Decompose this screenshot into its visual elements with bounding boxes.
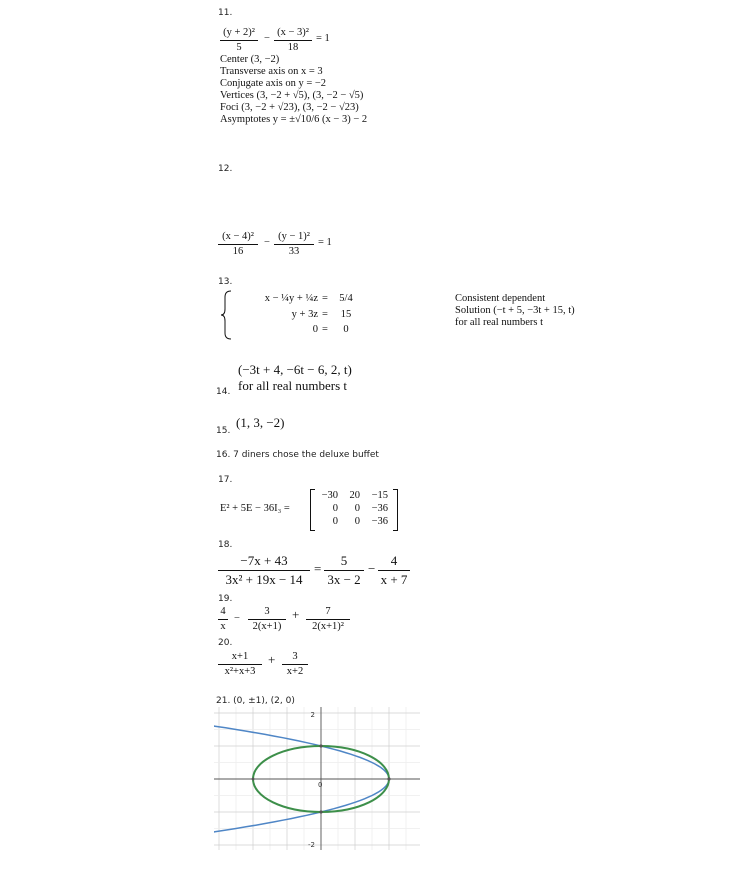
system-eq-2: = — [322, 309, 328, 320]
matrix-cell: −36 — [371, 503, 388, 514]
problem-20-number: 20. — [218, 638, 233, 648]
left-brace-icon — [220, 290, 234, 340]
system-lhs-3: 0 — [312, 324, 318, 335]
numerator: x+1 — [231, 651, 249, 662]
y-tick-label-bottom: -2 — [308, 841, 315, 849]
problem-14-qualifier: for all real numbers t — [238, 378, 348, 393]
minus-sign: − — [234, 613, 240, 624]
plus-sign: + — [292, 607, 300, 622]
fraction — [248, 606, 286, 633]
origin-label: 0 — [318, 781, 323, 789]
problem-12-number: 12. — [218, 164, 233, 174]
problem-13-note — [455, 293, 575, 329]
matrix-cell: 20 — [349, 490, 360, 501]
ellipse-vertex-point — [252, 778, 255, 781]
numerator: 7 — [325, 606, 331, 617]
matrix-cell: −30 — [321, 490, 338, 501]
problem-14-number: 14. — [216, 387, 231, 397]
matrix-cell: 0 — [354, 516, 360, 527]
system-rhs-1: 5/4 — [339, 293, 353, 304]
denominator: 3x − 2 — [327, 572, 361, 587]
numerator: (x − 4)² — [222, 231, 254, 242]
problem-15-answer: (1, 3, −2) — [236, 415, 285, 430]
fraction — [282, 651, 308, 678]
equals-one: = 1 — [316, 33, 330, 44]
denominator: 18 — [287, 42, 299, 53]
plus-sign: + — [268, 652, 276, 667]
system-lhs-1: x − ¼y + ¼z — [264, 293, 318, 304]
matrix-cell: 0 — [332, 503, 338, 514]
system-eq-3: = — [322, 324, 328, 335]
denominator: 2(x+1) — [252, 621, 282, 632]
result-matrix — [310, 489, 398, 531]
problem-11-details — [220, 54, 367, 126]
fraction — [324, 553, 364, 588]
graph-ellipse-parabola — [214, 707, 420, 850]
matrix-cell: −36 — [371, 516, 388, 527]
problem-18-equation — [218, 553, 418, 589]
system-eq-1: = — [322, 293, 328, 304]
denominator: x + 7 — [380, 572, 408, 587]
minus-sign: − — [264, 237, 270, 248]
equals-one: = 1 — [318, 237, 332, 248]
denominator: x²+x+3 — [224, 666, 256, 677]
intersection-point — [319, 744, 322, 747]
denominator: 5 — [236, 42, 242, 53]
matrix-cell: −15 — [371, 490, 388, 501]
numerator: 5 — [340, 553, 348, 568]
intersection-point — [387, 777, 390, 780]
problem-19-number: 19. — [218, 594, 233, 604]
numerator: 4 — [390, 553, 398, 568]
detail-line: Vertices (3, −2 + √5), (3, −2 − √5) — [220, 90, 364, 101]
detail-line: Center (3, −2) — [220, 54, 280, 65]
problem-16-text: 16. 7 diners chose the deluxe buffet — [216, 450, 379, 460]
fraction — [274, 231, 314, 258]
denominator: x — [220, 621, 226, 632]
equals-sign: = — [314, 561, 322, 576]
detail-line: Asymptotes y = ±√10/6 (x − 3) − 2 — [220, 114, 368, 125]
problem-17-number: 17. — [218, 475, 233, 485]
denominator: 2(x+1)² — [312, 621, 344, 632]
detail-line: Conjugate axis on y = −2 — [220, 78, 327, 89]
y-tick-label-top: 2 — [310, 711, 315, 719]
note-line: Consistent dependent — [455, 293, 546, 304]
problem-19-expression — [218, 606, 358, 636]
problem-17-lhs: E² + 5E − 36I₃ = — [220, 503, 290, 514]
fraction — [218, 231, 258, 258]
matrix-left-bracket — [310, 489, 315, 531]
problem-15-number: 15. — [216, 426, 231, 436]
problem-12-equation — [218, 231, 358, 257]
fraction — [274, 27, 312, 54]
fraction — [378, 553, 410, 588]
intersection-point — [319, 810, 322, 813]
denominator: x+2 — [286, 666, 304, 677]
problem-18-number: 18. — [218, 540, 233, 550]
numerator: 4 — [220, 606, 226, 617]
matrix-right-bracket — [393, 489, 398, 531]
fraction — [218, 651, 262, 678]
detail-line: Foci (3, −2 + √23), (3, −2 − √23) — [220, 102, 359, 113]
note-line: for all real numbers t — [455, 317, 544, 328]
problem-14-solution: (−3t + 4, −6t − 6, 2, t) — [238, 362, 352, 377]
matrix-cell: 0 — [354, 503, 360, 514]
numerator: 3 — [292, 651, 298, 662]
problem-21-text: 21. (0, ±1), (2, 0) — [216, 696, 295, 706]
numerator: (y + 2)² — [223, 27, 255, 38]
linear-system — [220, 290, 353, 338]
system-lhs-2: y + 3z — [291, 309, 318, 320]
numerator: 3 — [264, 606, 270, 617]
fraction — [306, 606, 350, 633]
numerator: (y − 1)² — [278, 231, 310, 242]
fraction — [218, 606, 228, 633]
system-rhs-2: 15 — [340, 309, 352, 320]
note-line: Solution (−t + 5, −3t + 15, t) — [455, 305, 575, 316]
minus-sign: − — [368, 561, 376, 576]
minus-sign: − — [264, 33, 270, 44]
detail-line: Transverse axis on x = 3 — [220, 66, 323, 77]
denominator: 33 — [288, 246, 300, 257]
problem-11-number: 11. — [218, 8, 233, 18]
denominator: 3x² + 19x − 14 — [225, 572, 303, 587]
numerator: (x − 3)² — [277, 27, 309, 38]
matrix-cell: 0 — [332, 516, 338, 527]
numerator: −7x + 43 — [240, 553, 288, 568]
fraction — [218, 553, 310, 588]
denominator: 16 — [232, 246, 244, 257]
problem-11-equation — [220, 27, 360, 51]
problem-13-number: 13. — [218, 277, 233, 287]
system-rhs-3: 0 — [343, 324, 349, 335]
problem-20-expression — [218, 651, 328, 681]
fraction — [220, 27, 258, 54]
